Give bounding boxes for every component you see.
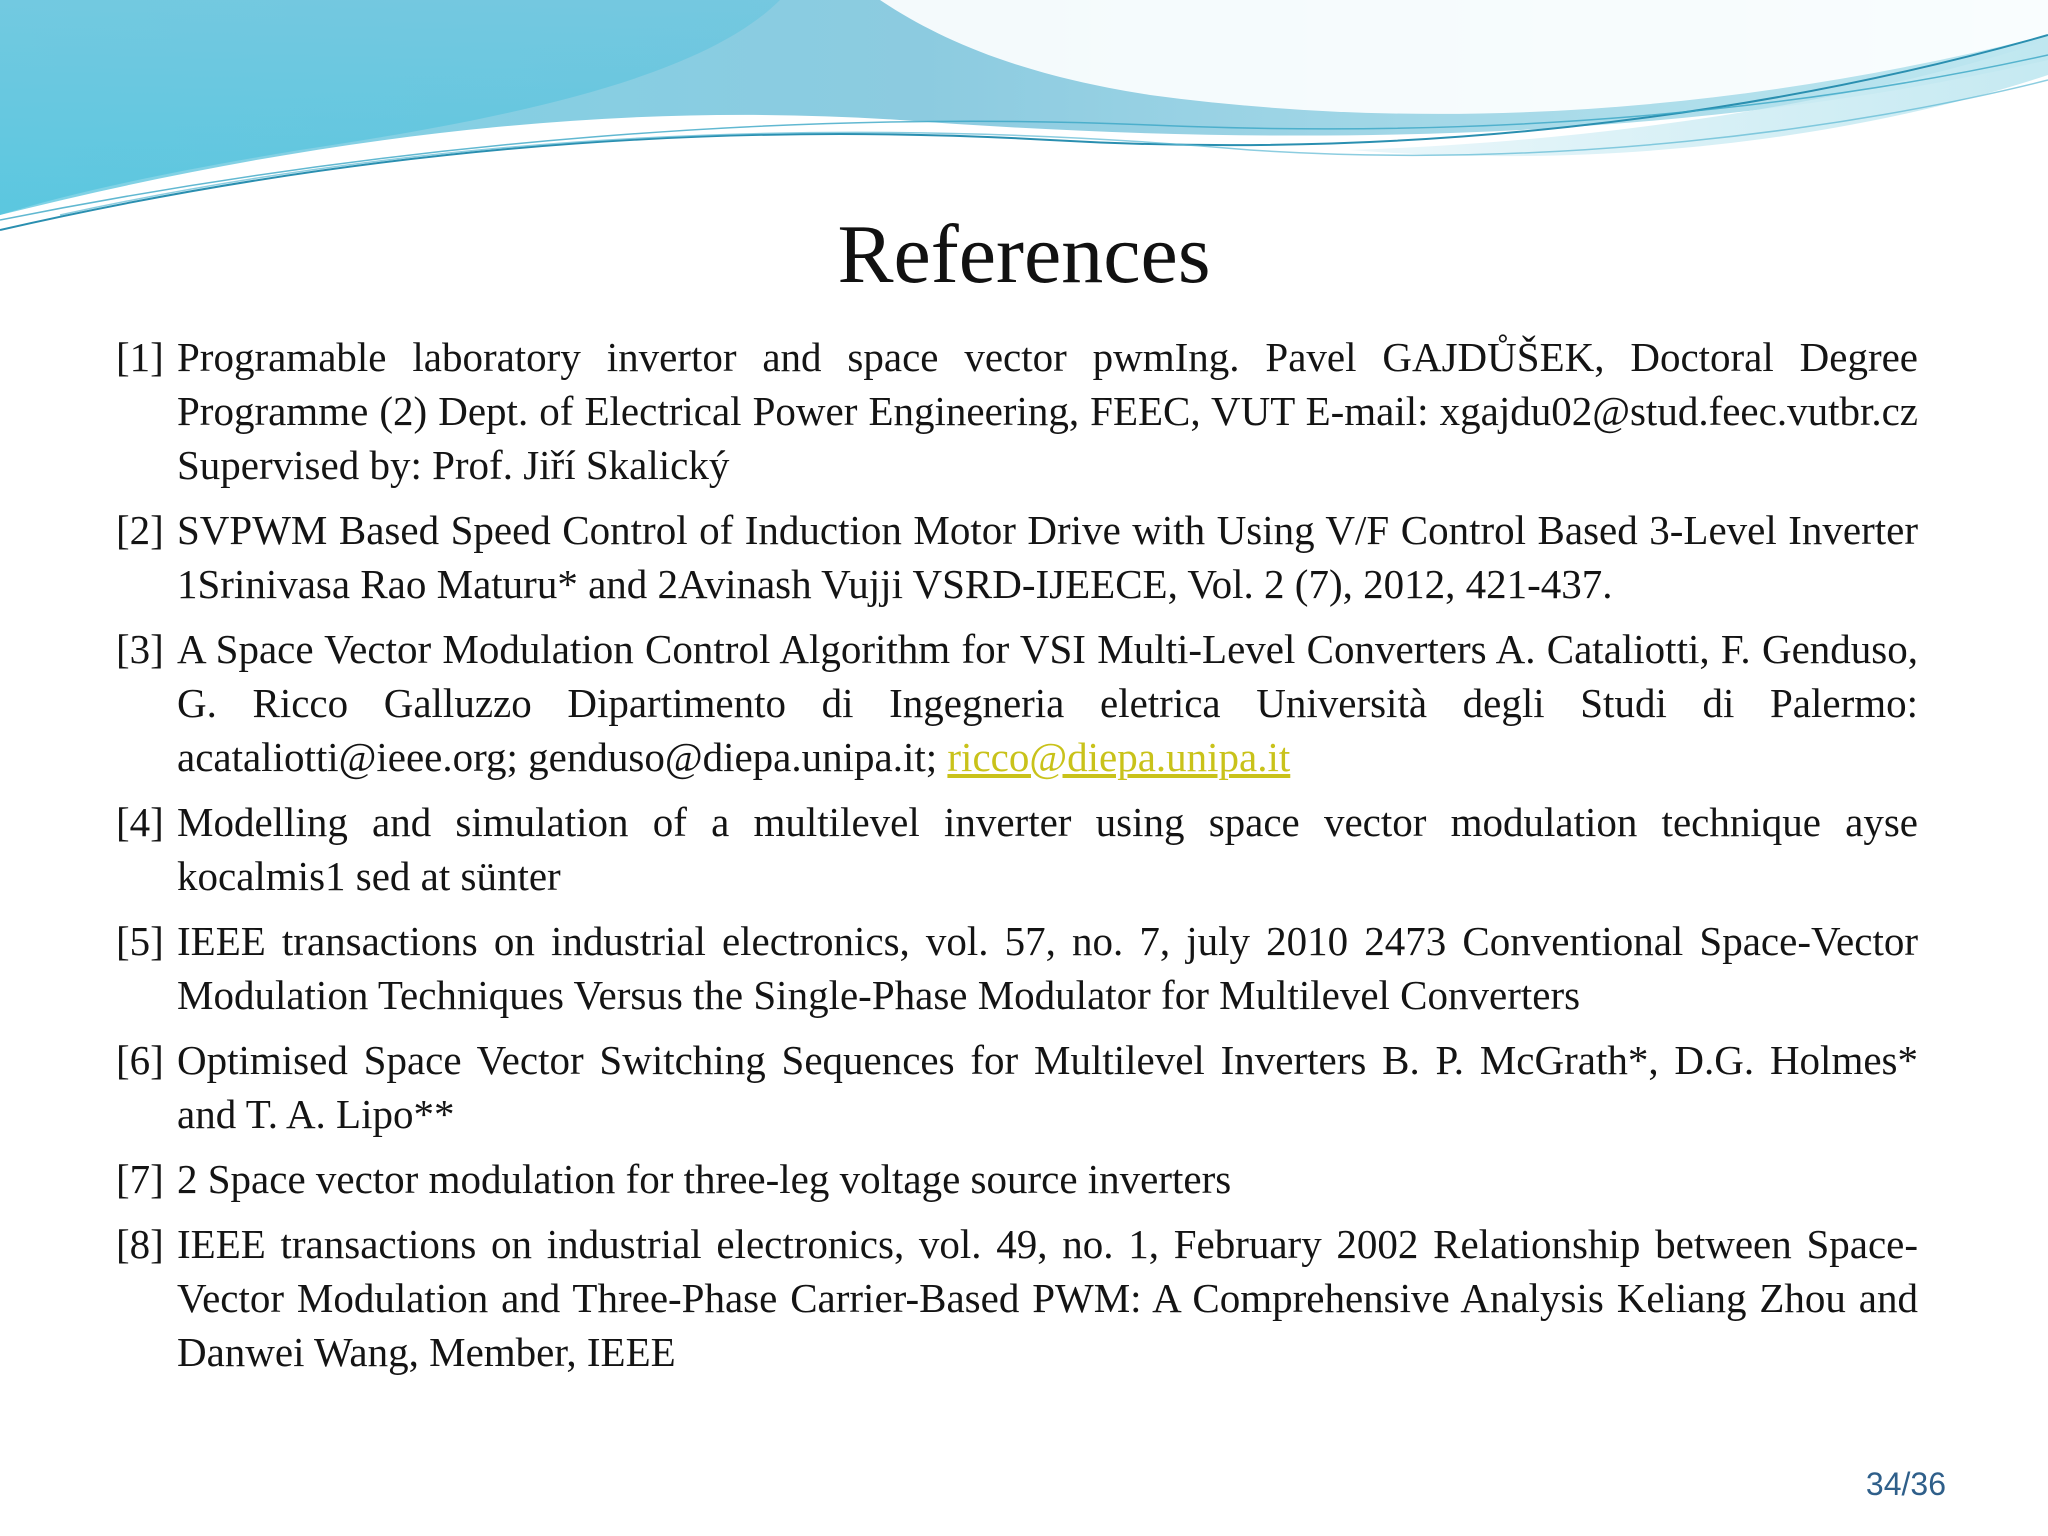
page-title: References [837,208,1211,301]
reference-text: Programable laboratory invertor and space vector pwmIng. Pavel GAJDŮŠEK, Doctoral Degree Programme (2) Dept. of Electrical Power Engineering, FEEC, VUT E-mail: xgajdu02@stud.feec.vutbr.cz Supervised by: Prof. Jiří Skalický [177,334,1918,488]
reference-text-block [177,622,1918,784]
reference-item [116,1152,1918,1206]
reference-number: [8] [116,1221,164,1267]
reference-item [116,1033,1918,1141]
reference-text: 2 Space vector modulation for three-leg voltage source inverters [177,1156,1232,1202]
reference-text: SVPWM Based Speed Control of Induction Motor Drive with Using V/F Control Based 3-Level Inverter 1Srinivasa Rao Maturu* and 2Avinash Vujji VSRD-IJEECE, Vol. 2 (7), 2012, 421-437. [177,507,1918,607]
reference-item [116,1217,1918,1379]
reference-text: A Space Vector Modulation Control Algorithm for VSI Multi-Level Converters A. Cataliotti, F. Genduso, G. Ricco Galluzzo Dipartimento di Ingegneria eletrica Università degli Studi di Palermo: acataliotti@ieee.org; genduso@diepa.unipa.it; [177,626,1918,780]
reference-number: [6] [116,1037,164,1083]
reference-number: [4] [116,799,164,845]
email-link[interactable]: ricco@diepa.unipa.it [947,734,1291,780]
reference-number: [1] [116,334,164,380]
reference-item [116,795,1918,903]
reference-text: Optimised Space Vector Switching Sequences for Multilevel Inverters B. P. McGrath*, D.G. Holmes* and T. A. Lipo** [177,1037,1918,1137]
reference-item [116,622,1918,784]
reference-item [116,330,1918,492]
reference-text: IEEE transactions on industrial electronics, vol. 49, no. 1, February 2002 Relationship between Space-Vector Modulation and Three-Phase Carrier-Based PWM: A Comprehensive Analysis Keliang Zhou and Danwei Wang, Member, IEEE [177,1221,1918,1375]
reference-item [116,503,1918,611]
reference-number: [7] [116,1156,164,1202]
reference-number: [3] [116,626,164,672]
reference-number: [5] [116,918,164,964]
reference-item [116,914,1918,1022]
reference-text: Modelling and simulation of a multilevel inverter using space vector modulation technique ayse kocalmis1 sed at sünter [177,799,1918,899]
reference-list [116,330,1918,1390]
page-number: 34/36 [1865,1466,1946,1502]
reference-number: [2] [116,507,164,553]
reference-text: IEEE transactions on industrial electronics, vol. 57, no. 7, july 2010 2473 Conventional Space-Vector Modulation Techniques Versus the Single-Phase Modulator for Multilevel Converters [177,918,1918,1018]
